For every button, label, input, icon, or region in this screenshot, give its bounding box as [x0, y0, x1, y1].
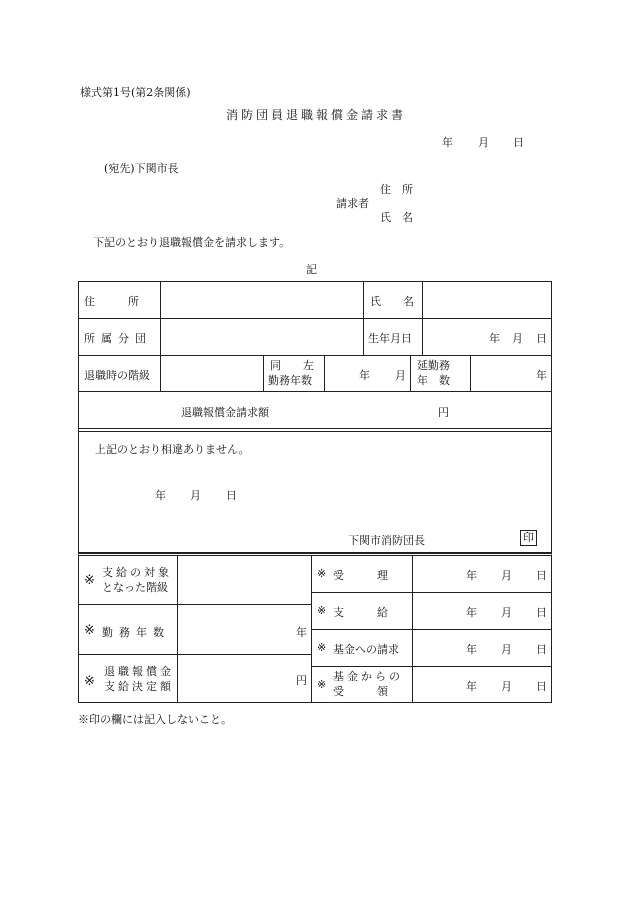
- from-month: 月: [501, 680, 512, 693]
- ext-years-label-2: 年 数: [417, 374, 450, 387]
- amount-label: 退職報償金請求額: [181, 406, 269, 419]
- years-label: 勤務年数: [102, 626, 170, 639]
- same-years-month: 月: [395, 369, 406, 382]
- addressee: (宛先)下関市長: [104, 162, 179, 175]
- same-years-label-1: 同 左: [270, 359, 314, 372]
- request-label: 基金への請求: [333, 643, 399, 656]
- name-label: 氏 名: [370, 295, 414, 308]
- pay-year: 年: [466, 606, 477, 619]
- mark-pay: ※: [317, 604, 327, 617]
- receive-label: 受 理: [333, 569, 388, 582]
- form-id: 様式第1号(第2条関係): [80, 86, 191, 99]
- mark-rank: ※: [84, 573, 95, 588]
- mark-request: ※: [317, 641, 327, 654]
- rank-target-label-2: となった階級: [102, 581, 168, 594]
- birth-year: 年: [489, 332, 500, 345]
- receive-year: 年: [466, 569, 477, 582]
- from-label-1: 基金からの: [333, 670, 403, 683]
- mark-from: ※: [317, 678, 327, 691]
- from-day: 日: [536, 680, 547, 693]
- request-month: 月: [501, 643, 512, 656]
- amount-unit: 円: [438, 406, 449, 419]
- mark-years: ※: [84, 623, 95, 638]
- birth-day: 日: [536, 332, 547, 345]
- address-label: 住 所: [84, 295, 139, 308]
- birth-label: 生年月日: [368, 332, 412, 345]
- rank-target-label-1: 支給の対象: [102, 566, 172, 579]
- header-month: 月: [478, 136, 489, 149]
- claimant-name-label: 氏 名: [380, 211, 413, 224]
- mark-decide: ※: [84, 674, 95, 689]
- request-year: 年: [466, 643, 477, 656]
- ext-years-label-1: 延勤務: [417, 359, 450, 372]
- claimant-address-label: 住 所: [380, 183, 413, 196]
- decide-label-2: 支給決定額: [104, 680, 174, 693]
- certify-year: 年: [155, 489, 166, 502]
- decide-unit: 円: [296, 674, 307, 687]
- years-unit: 年: [296, 626, 307, 639]
- from-label-2: 受 領: [333, 685, 388, 698]
- same-years-label-2: 勤務年数: [268, 374, 312, 387]
- chief-label: 下関市消防団長: [348, 534, 425, 547]
- certify-text: 上記のとおり相違ありません。: [95, 443, 250, 456]
- receive-month: 月: [501, 569, 512, 582]
- decide-label-1: 退職報償金: [104, 665, 174, 678]
- receive-day: 日: [536, 569, 547, 582]
- certify-day: 日: [226, 489, 237, 502]
- intro-text: 下記のとおり退職報償金を請求します。: [93, 236, 291, 249]
- certify-month: 月: [190, 489, 201, 502]
- from-year: 年: [466, 680, 477, 693]
- footnote: ※印の欄には記入しないこと。: [78, 713, 232, 726]
- birth-month: 月: [512, 332, 523, 345]
- seal-mark: 印: [520, 530, 537, 546]
- unit-label: 所属分団: [84, 332, 152, 345]
- header-year: 年: [442, 136, 453, 149]
- ki-mark: 記: [306, 263, 317, 276]
- claim-table: [78, 281, 552, 553]
- pay-label: 支 給: [333, 606, 388, 619]
- same-years-year: 年: [359, 369, 370, 382]
- form-title: 消防団員退職報償金請求書: [226, 108, 407, 122]
- request-day: 日: [536, 643, 547, 656]
- pay-month: 月: [501, 606, 512, 619]
- ext-years-unit: 年: [536, 369, 547, 382]
- header-day: 日: [513, 136, 524, 149]
- claimant-label: 請求者: [336, 197, 369, 210]
- rank-label: 退職時の階級: [84, 369, 150, 382]
- pay-day: 日: [536, 606, 547, 619]
- mark-receive: ※: [317, 567, 327, 580]
